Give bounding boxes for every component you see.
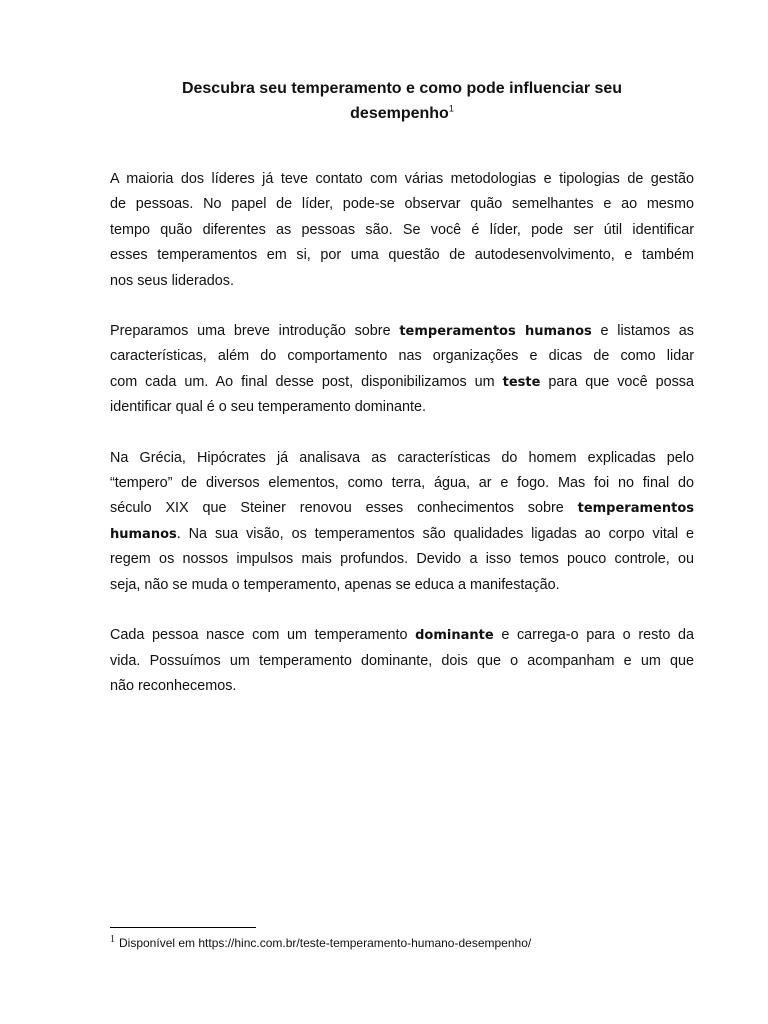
paragraph-2-line [110,319,694,344]
paragraph-2-text: Preparamos uma breve introdução sobre [110,323,400,340]
footnote-number: 1 [110,934,115,945]
highlight-teste[interactable]: teste [502,374,541,390]
paragraph-2-line: características, além do comportamento nas organizações e dicas de como lidar [110,348,694,365]
document-title [110,76,694,126]
paragraph-4-line: não reconhecemos. [110,677,237,694]
paragraph-3-line: Na Grécia, Hipócrates já analisava as características do homem explicadas pelo [110,449,694,466]
paragraph-3-line [110,496,694,521]
highlight-temperamentos[interactable]: temperamentos [577,501,694,517]
highlight-humanos[interactable]: humanos [110,526,177,542]
paragraph-3 [110,446,694,598]
title-footnote-ref[interactable]: 1 [448,103,454,114]
paragraph-3-text: . Na sua visão, os temperamentos são qualidades ligadas ao corpo vital e [176,525,694,542]
title-line-2-text: desempenho [350,105,449,122]
paragraph-4 [110,623,694,699]
paragraph-3-line: seja, não se muda o temperamento, apenas se educa a manifestação. [110,576,560,593]
paragraph-1-line: esses temperamentos em si, por uma questão de autodesenvolvimento, e também [110,247,694,264]
paragraph-4-text: Cada pessoa nasce com um temperamento [110,627,416,644]
paragraph-3-line: regem os nossos impulsos mais profundos. Devido a isso temos pouco controle, ou [110,551,694,568]
paragraph-3-line: “tempero” de diversos elementos, como terra, água, ar e fogo. Mas foi no final do [110,475,694,492]
paragraph-2-text: com cada um. Ao final desse post, disponibilizamos um [110,373,503,390]
paragraph-1 [110,167,694,294]
paragraph-4-line [110,623,694,648]
paragraph-4-text: e carrega-o para o resto da [493,627,694,644]
paragraph-1-line: A maioria dos líderes já teve contato com várias metodologias e tipologias de gestão [110,171,694,187]
paragraph-3-line [110,522,694,547]
paragraph-1-line: nos seus liderados. [110,272,234,289]
footnote-text[interactable]: Disponível em https://hinc.com.br/teste-temperamento-humano-desempenho/ [119,936,532,950]
paragraph-2-line: identificar qual é o seu temperamento dominante. [110,399,426,416]
paragraph-1-line: tempo quão diferentes as pessoas são. Se você é líder, pode ser útil identificar [110,221,694,238]
paragraph-3-text: século XIX que Steiner renovou esses conhecimentos sobre [110,500,578,517]
footnote-separator [110,927,256,928]
title-line-1: Descubra seu temperamento e como pode influenciar seu [181,80,623,97]
paragraph-2 [110,319,694,421]
paragraph-2-text: e listamos as [591,323,694,340]
paragraph-2-line [110,370,694,395]
paragraph-4-line: vida. Possuímos um temperamento dominante, dois que o acompanham e um que [110,652,694,669]
highlight-dominante[interactable]: dominante [415,628,494,644]
highlight-temperamentos-humanos[interactable]: temperamentos humanos [399,324,592,340]
paragraph-1-line: de pessoas. No papel de líder, pode-se observar quão semelhantes e ao mesmo [110,196,694,213]
paragraph-2-text: para que você possa [540,373,694,390]
document-body [110,167,694,724]
footnote [110,934,531,952]
title-line-2 [110,101,694,126]
